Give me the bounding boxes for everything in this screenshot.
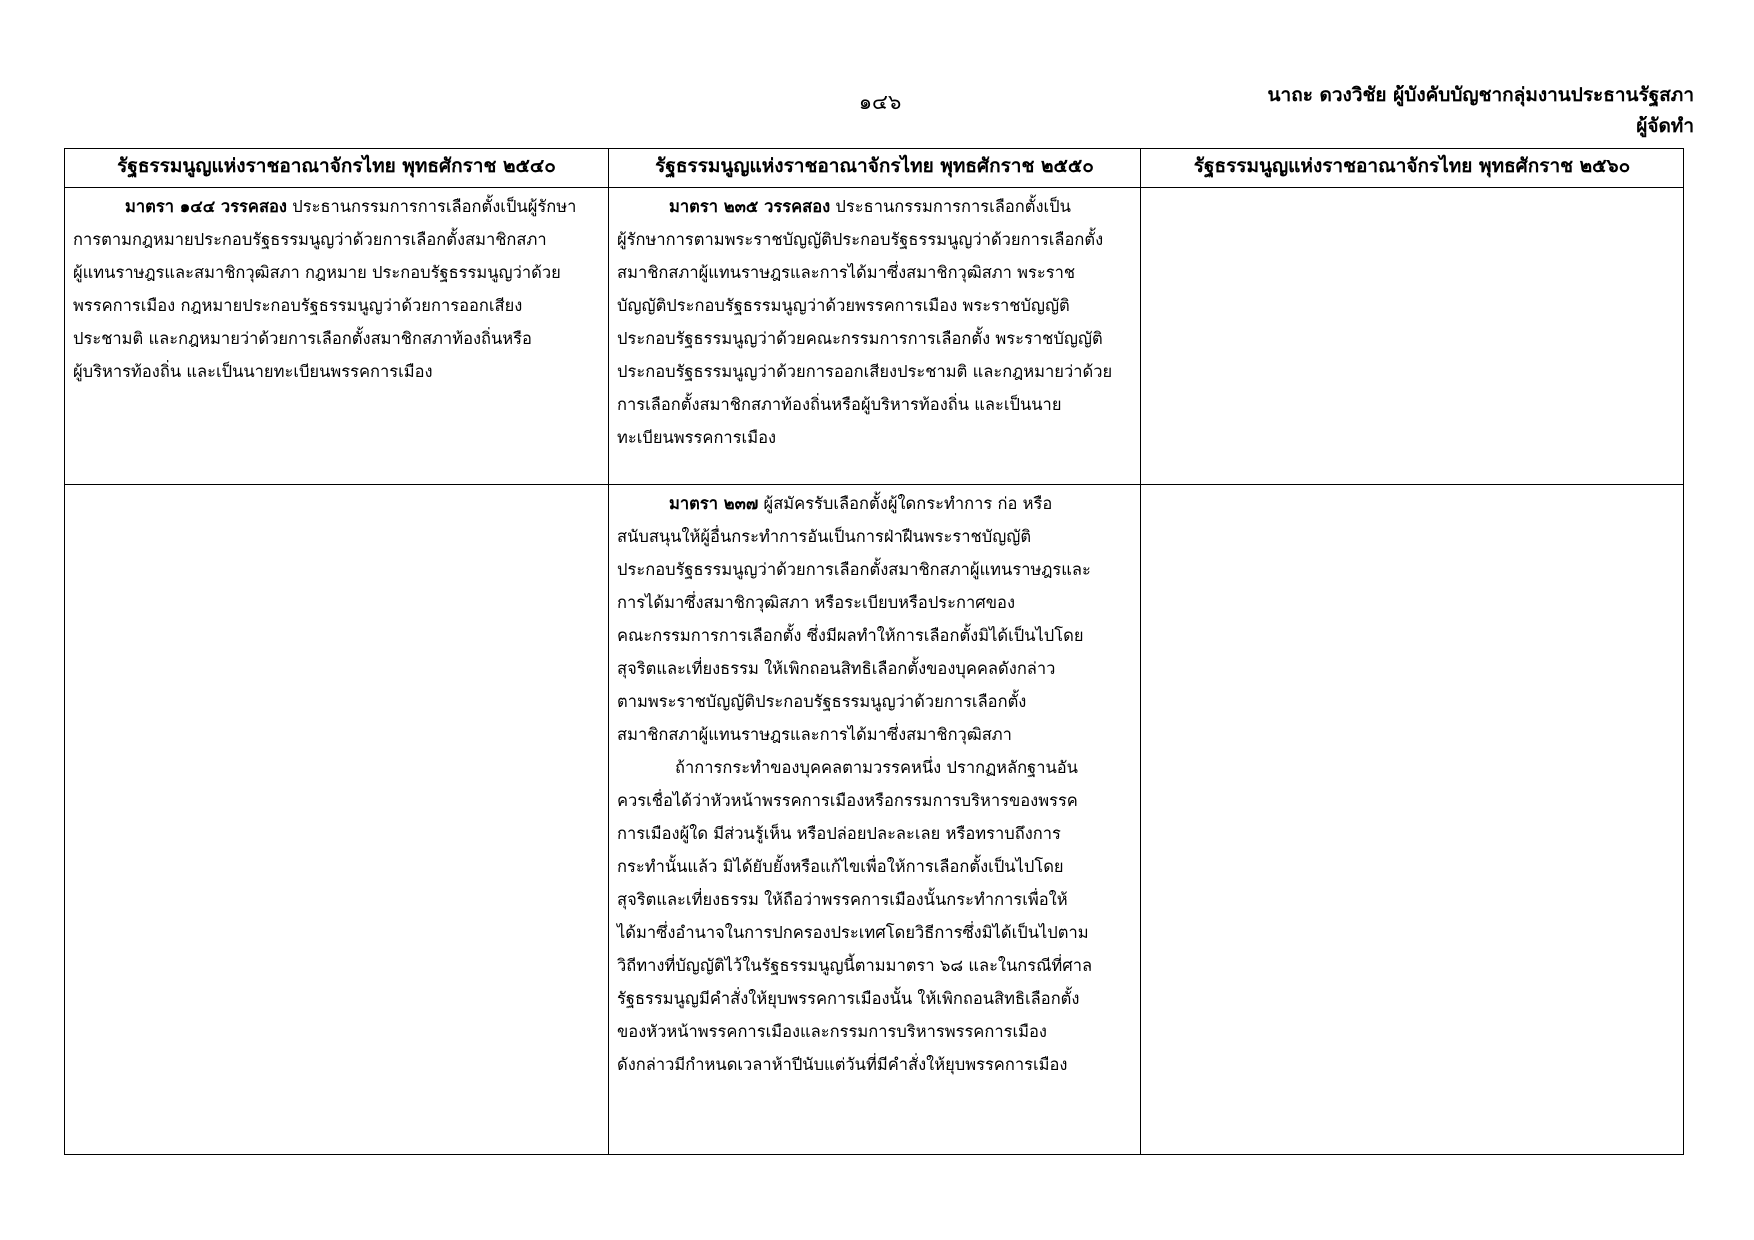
table-row	[65, 188, 1684, 485]
cell-2550-section-235	[609, 188, 1141, 485]
column-header-2560: รัฐธรรมนูญแห่งราชอาณาจักรไทย พุทธศักราช ๒๕๖๐	[1141, 149, 1684, 188]
column-header-2550: รัฐธรรมนูญแห่งราชอาณาจักรไทย พุทธศักราช ๒๕๕๐	[609, 149, 1141, 188]
article-text: ประธานกรรมการการเลือกตั้งเป็น ผู้รักษาการตามพระราชบัญญัติประกอบรัฐธรรมนูญว่าด้วยการเลือกตั้ง สมาชิกสภาผู้แทนราษฎรและการได้มาซึ่งสมาชิกวุฒิสภา พระราช บัญญัติประกอบรัฐธรรมนูญว่าด้วยพรรคการเมือง พระราชบัญญัติ ประกอบรัฐธรรมนูญว่าด้วยคณะกรรมการการเลือกตั้ง พระราชบัญญัติ ประกอบรัฐธรรมนูญว่าด้วยการออกเสียงประชามติ และกฎหมายว่าด้วย การเลือกตั้งสมาชิกสภาท้องถิ่นหรือผู้บริหารท้องถิ่น และเป็นนาย ทะเบียนพรรคการเมือง	[617, 197, 1113, 447]
preparer-block	[1268, 80, 1694, 142]
table-row	[65, 485, 1684, 1155]
cell-2540-section-144	[65, 188, 609, 485]
cell-2550-section-237	[609, 485, 1141, 1155]
table-header-row	[65, 149, 1684, 188]
preparer-name: นาถะ ดวงวิชัย ผู้บังคับบัญชากลุ่มงานประธานรัฐสภา	[1267, 84, 1694, 106]
cell-2540-empty	[65, 485, 609, 1155]
cell-2560-empty	[1141, 188, 1684, 485]
page-number: ๑๔๖	[858, 90, 902, 114]
article-ref: มาตรา ๒๓๕ วรรคสอง	[669, 197, 831, 216]
comparison-table	[64, 148, 1684, 1155]
article-text: ประธานกรรมการการเลือกตั้งเป็นผู้รักษา การตามกฎหมายประกอบรัฐธรรมนูญว่าด้วยการเลือกตั้งสมาชิกสภา ผู้แทนราษฎรและสมาชิกวุฒิสภา กฎหมาย ประกอบรัฐธรรมนูญว่าด้วย พรรคการเมือง กฎหมายประกอบรัฐธรรมนูญว่าด้วยการออกเสียง ประชามติ และกฎหมายว่าด้วยการเลือกตั้งสมาชิกสภาท้องถิ่นหรือ ผู้บริหารท้องถิ่น และเป็นนายทะเบียนพรรคการเมือง	[73, 197, 577, 381]
cell-2560-empty	[1141, 485, 1684, 1155]
preparer-role: ผู้จัดทำ	[1636, 115, 1694, 137]
article-paragraph-2: ควรเชื่อได้ว่าหัวหน้าพรรคการเมืองหรือกรรมการบริหารของพรรค การเมืองผู้ใด มีส่วนรู้เห็น หรือปล่อยปละละเลย หรือทราบถึงการ กระทำนั้นแล้ว มิได้ยับยั้งหรือแก้ไขเพื่อให้การเลือกตั้งเป็นไปโดย สุจริตและเที่ยงธรรม ให้ถือว่าพรรคการเมืองนั้นกระทำการเพื่อให้ ได้มาซึ่งอำนาจในการปกครองประเทศโดยวิธีการซึ่งมิได้เป็นไปตาม วิถีทางที่บัญญัติไว้ในรัฐธรรมนูญนี้ตามมาตรา ๖๘ และในกรณีที่ศาล รัฐธรรมนูญมีคำสั่งให้ยุบพรรคการเมืองนั้น ให้เพิกถอนสิทธิเลือกตั้ง ของหัวหน้าพรรคการเมืองและกรรมการบริหารพรรคการเมือง ดังกล่าวมีกำหนดเวลาห้าปีนับแต่วันที่มีคำสั่งให้ยุบพรรคการเมือง	[617, 791, 1093, 1074]
article-ref: มาตรา ๑๔๔ วรรคสอง	[125, 197, 287, 216]
article-text: ผู้สมัครรับเลือกตั้งผู้ใดกระทำการ ก่อ หรือ สนับสนุนให้ผู้อื่นกระทำการอันเป็นการฝ่าฝืนพระราชบัญญัติ ประกอบรัฐธรรมนูญว่าด้วยการเลือกตั้งสมาชิกสภาผู้แทนราษฎรและ การได้มาซึ่งสมาชิกวุฒิสภา หรือระเบียบหรือประกาศของ คณะกรรมการการเลือกตั้ง ซึ่งมีผลทำให้การเลือกตั้งมิได้เป็นไปโดย สุจริตและเที่ยงธรรม ให้เพิกถอนสิทธิเลือกตั้งของบุคคลดังกล่าว ตามพระราชบัญญัติประกอบรัฐธรรมนูญว่าด้วยการเลือกตั้ง สมาชิกสภาผู้แทนราษฎรและการได้มาซึ่งสมาชิกวุฒิสภา	[617, 494, 1091, 744]
article-paragraph-2-first: ถ้าการกระทำของบุคคลตามวรรคหนึ่ง ปรากฏหลักฐานอัน	[675, 758, 1078, 777]
column-header-2540: รัฐธรรมนูญแห่งราชอาณาจักรไทย พุทธศักราช ๒๕๔๐	[65, 149, 609, 188]
article-ref: มาตรา ๒๓๗	[669, 494, 759, 513]
